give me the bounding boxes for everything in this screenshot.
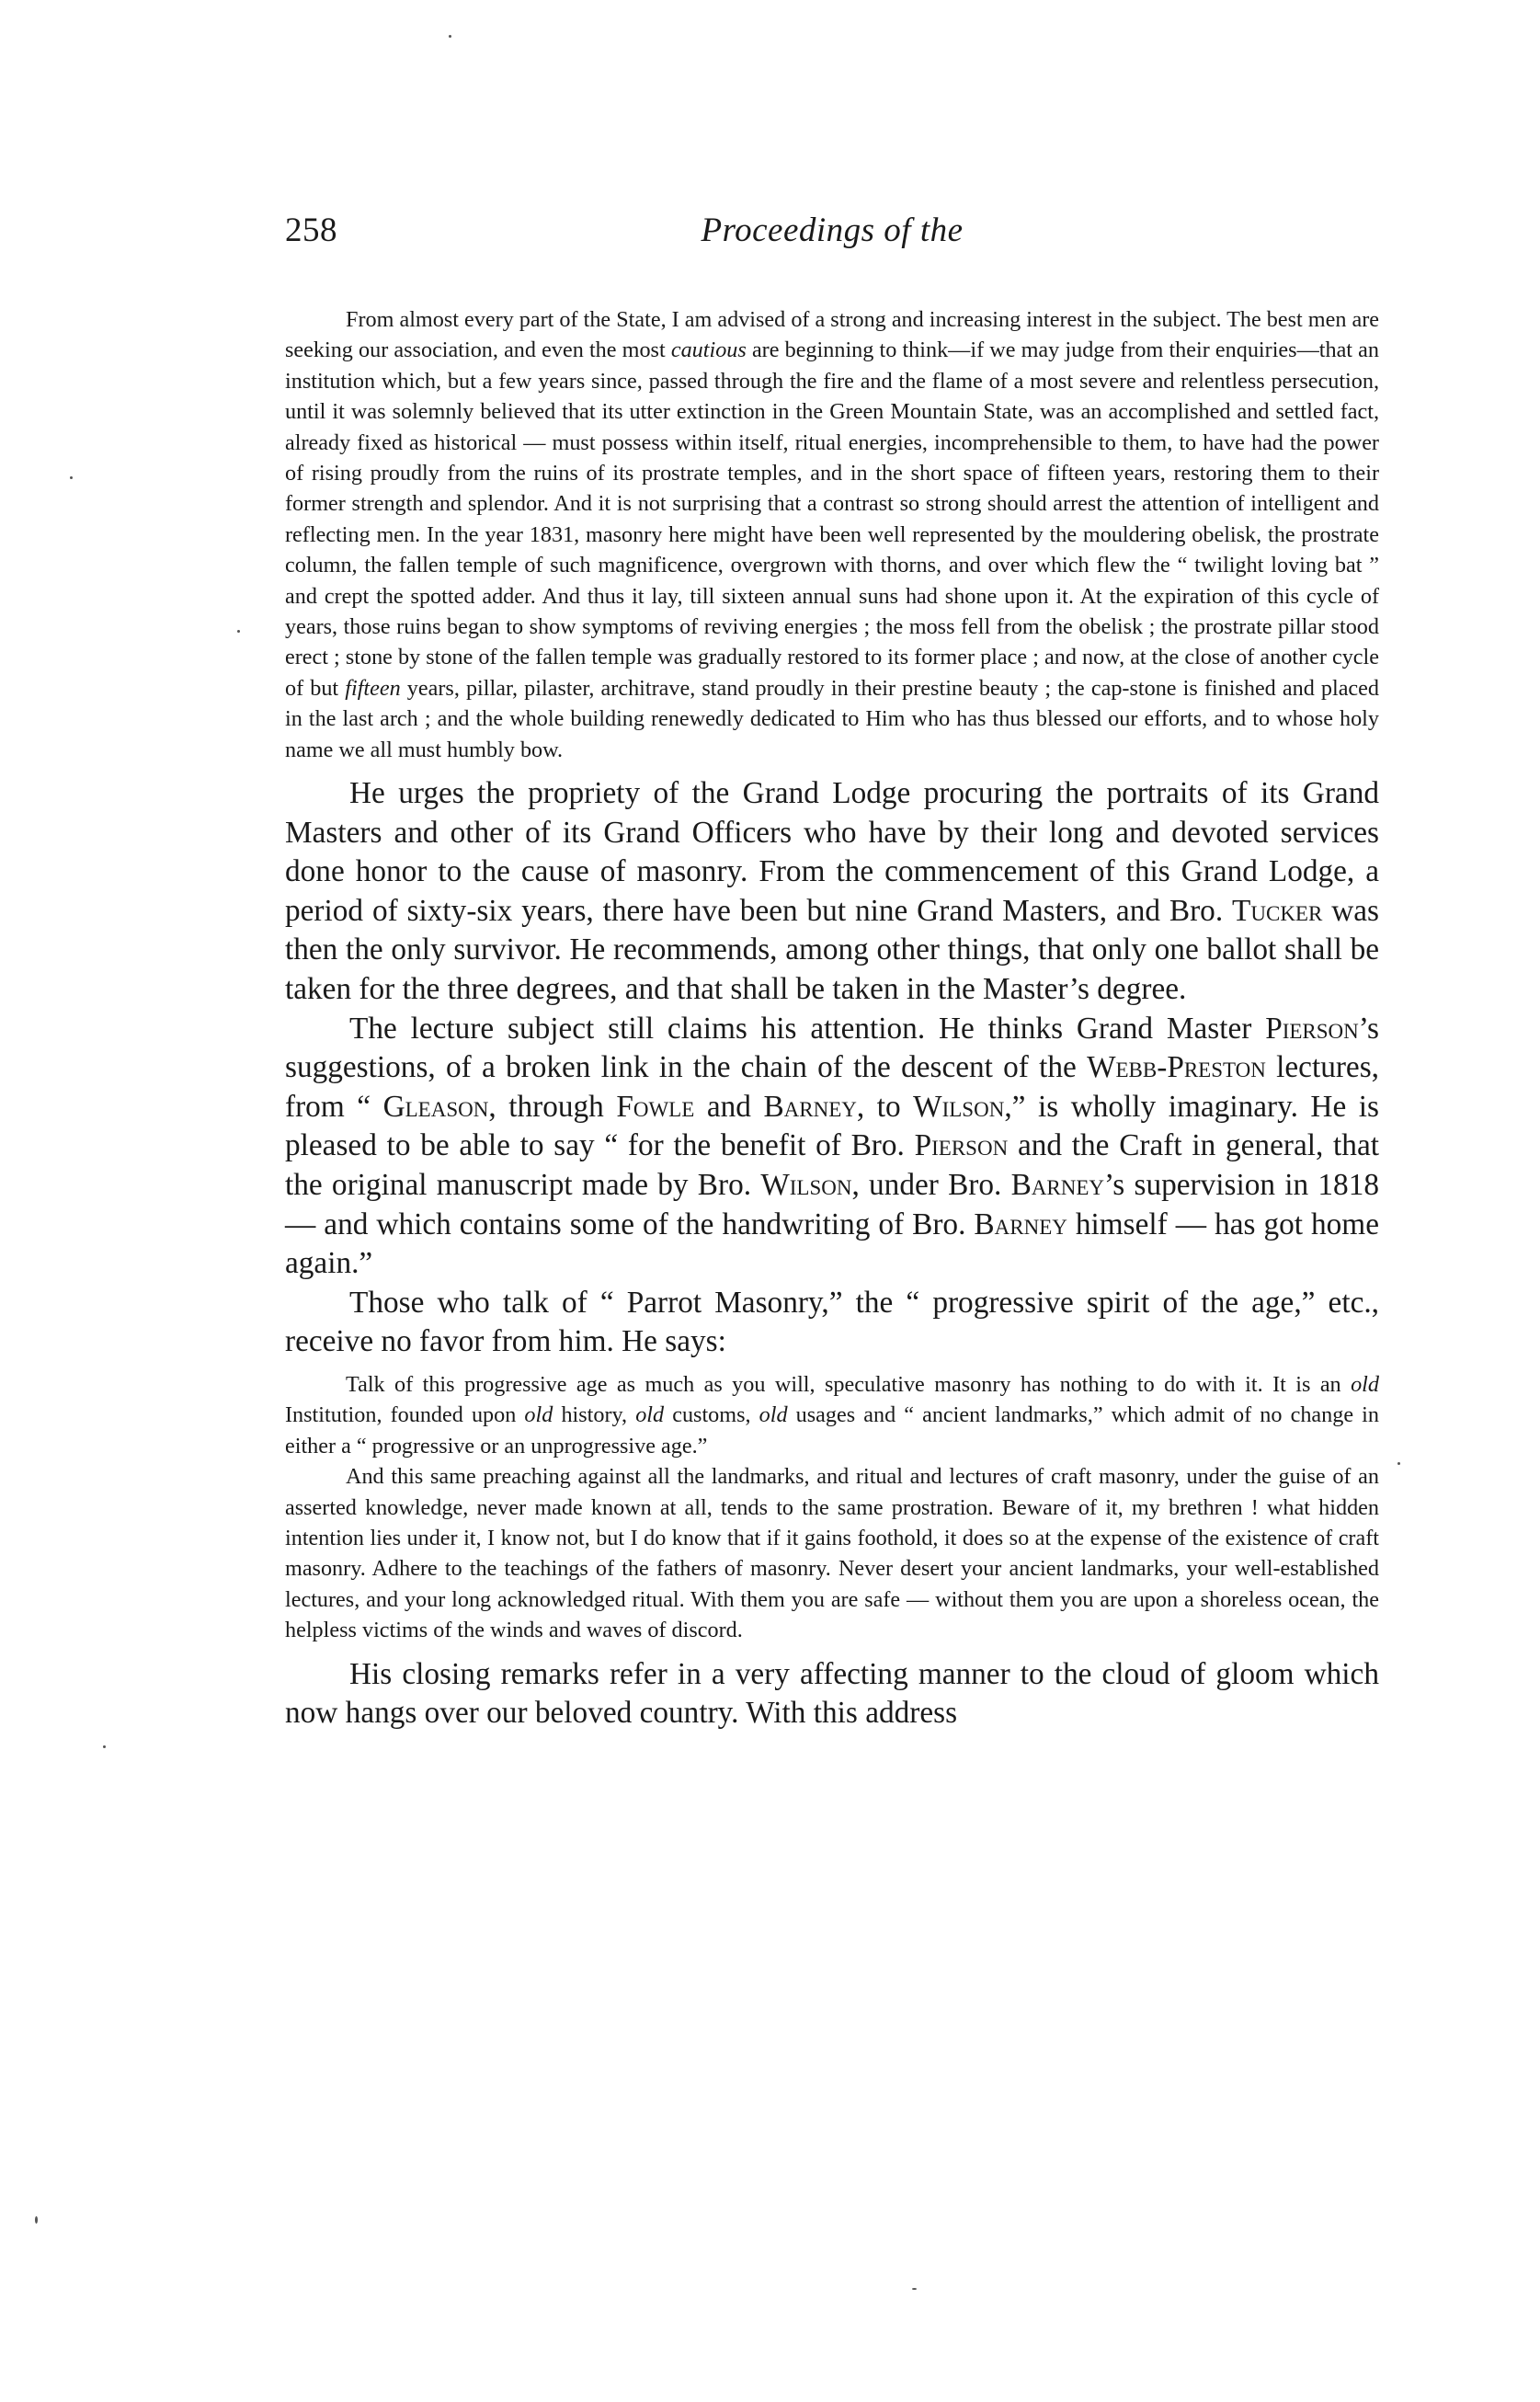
extract-text: usages and “ ancient landmarks,” which admit of no change in either a “ progressive or an unprogressive age.”	[285, 1402, 1379, 1458]
paragraph-text: was then the only survivor. He recommends, among other things, that only one ballot shall be taken for the three degrees, and that shall be taken in the Master’s degree.	[285, 893, 1379, 1007]
paragraph-text: He urges the propriety of the Grand Lodge procuring the portraits of its Grand Masters and other of its Grand Officers who have by their long and devoted services done honor to the cause of masonry. From the commencement of this Grand Lodge, a period of sixty-six years, there have been but nine Grand Masters, and Bro.	[285, 776, 1379, 928]
quoted-extract-1	[285, 304, 1379, 765]
quoted-extract-2	[285, 1369, 1379, 1461]
extract-text: From almost every part of the State, I am advised of a strong and increasing interest in the subject. The best men are seeking our association, and even the most	[285, 307, 1379, 363]
paragraph-text: , through	[488, 1089, 617, 1124]
extract-text: Institution, founded upon	[285, 1402, 525, 1428]
person-name: Wilson	[913, 1089, 1005, 1124]
quoted-extract-3: And this same preaching against all the landmarks, and ritual and lectures of craft masonry, under the guise of an asserted knowledge, never made known at all, tends to the same prostration. Beware of it, my brethren ! what hidden intention lies under it, I know not, but I do know that if it gains foothold, it does so at the expense of the existence of craft masonry. Adhere to the teachings of the fathers of masonry. Never desert your ancient landmarks, your well-established lectures, and your long acknowledged ritual. With them you are safe — without them you are upon a shoreless ocean, the helpless victims of the winds and waves of discord.	[285, 1464, 1379, 1643]
paragraph-text: , to	[856, 1089, 914, 1124]
document-page	[285, 207, 1379, 1733]
body-paragraph-1	[285, 774, 1379, 1010]
extract-text: are beginning to think—if we may judge from their enquiries—that an institution which, but a few years since, passed through the fire and the flame of a most severe and relentless persecution, until it was solemnly believed that its utter extinction in the Green Mountain State, was an accomplished and settled fact, already fixed as historical — must possess within itself, ritual energies, incomprehensible to them, to have had the power of rising proudly from the ruins of its prostrate temples, and in the short space of fifteen years, restoring them to their former strength and splendor. And it is not surprising that a contrast so strong should arrest the attention of intelligent and reflecting men. In the year 1831, masonry here might have been well represented by the mouldering obelisk, the prostrate column, the fallen temple of such magnificence, overgrown with thorns, and over which flew the “ twilight loving bat ” and crept the spotted adder. And thus it lay, till sixteen annual suns had shone upon it. At the expiration of this cycle of years, those ruins began to show symptoms of reviving energies ; the moss fell from the obelisk ; the prostrate pillar stood erect ; stone by stone of the fallen temple was gradually restored to its former place ; and now, at the close of another cycle of but	[285, 337, 1379, 701]
extract-text: Talk of this progressive age as much as you will, speculative masonry has nothing to do with it. It is an	[346, 1372, 1352, 1397]
person-name: Barney	[763, 1089, 857, 1124]
person-name: Wilson	[760, 1168, 852, 1203]
paragraph-text: ’s supervision in 1818 — and which contains some of the handwriting of Bro.	[285, 1168, 1379, 1241]
stray-mark	[449, 35, 451, 38]
person-name: Pierson	[1265, 1011, 1359, 1046]
extract-italic: old	[524, 1402, 553, 1428]
person-name: Barney	[1010, 1168, 1105, 1203]
person-name: Fowle	[616, 1089, 695, 1124]
paragraph-text: lectures, from “	[285, 1050, 1379, 1124]
body-paragraph-2	[285, 1010, 1379, 1284]
person-name: Pierson	[914, 1128, 1009, 1163]
person-name: Webb-Preston	[1087, 1050, 1266, 1085]
paragraph-text: ’s suggestions, of a broken link in the chain of the descent of the	[285, 1011, 1379, 1085]
body-paragraph-4: His closing remarks refer in a very affecting manner to the cloud of gloom which now hangs over our beloved country. With this address	[285, 1656, 1379, 1731]
body-paragraph-3: Those who talk of “ Parrot Masonry,” the “ progressive spirit of the age,” etc., receive no favor from him. He says:	[285, 1285, 1379, 1359]
running-head: Proceedings of the	[701, 212, 964, 249]
page-header	[285, 207, 1379, 262]
extract-italic: cautious	[670, 337, 747, 363]
stray-mark	[1397, 1462, 1400, 1465]
stray-mark	[70, 476, 73, 479]
page-number: 258	[285, 212, 337, 249]
person-name: Tucker	[1232, 893, 1323, 928]
paragraph-text: , under Bro.	[851, 1168, 1011, 1203]
stray-mark	[35, 2216, 38, 2224]
extract-italic: old	[759, 1402, 788, 1428]
extract-italic: fifteen	[345, 675, 401, 701]
stray-mark	[912, 2288, 917, 2290]
extract-text: years, pillar, pilaster, architrave, stand proudly in their prestine beauty ; the cap-stone is finished and placed in the last arch ; and the whole building renewedly dedicated to Him who has thus blessed our efforts, and to whose holy name we all must humbly bow.	[285, 675, 1379, 762]
person-name: Gleason	[382, 1089, 489, 1124]
paragraph-text: and the Craft in general, that the original manuscript made by Bro.	[285, 1128, 1379, 1203]
paragraph-text: The lecture subject still claims his attention. He thinks Grand Master	[349, 1011, 1266, 1046]
extract-italic: old	[1351, 1372, 1379, 1397]
stray-mark	[103, 1745, 106, 1748]
stray-mark	[237, 630, 240, 633]
extract-text: customs,	[664, 1402, 759, 1428]
paragraph-text: and	[694, 1089, 764, 1124]
extract-italic: old	[635, 1402, 665, 1428]
extract-text: history,	[553, 1402, 636, 1428]
person-name: Barney	[974, 1207, 1067, 1241]
paragraph-text: ,” is wholly imaginary. He is pleased to be able to say “ for the benefit of Bro.	[285, 1089, 1379, 1163]
paragraph-text: himself — has got home again.”	[285, 1207, 1379, 1281]
